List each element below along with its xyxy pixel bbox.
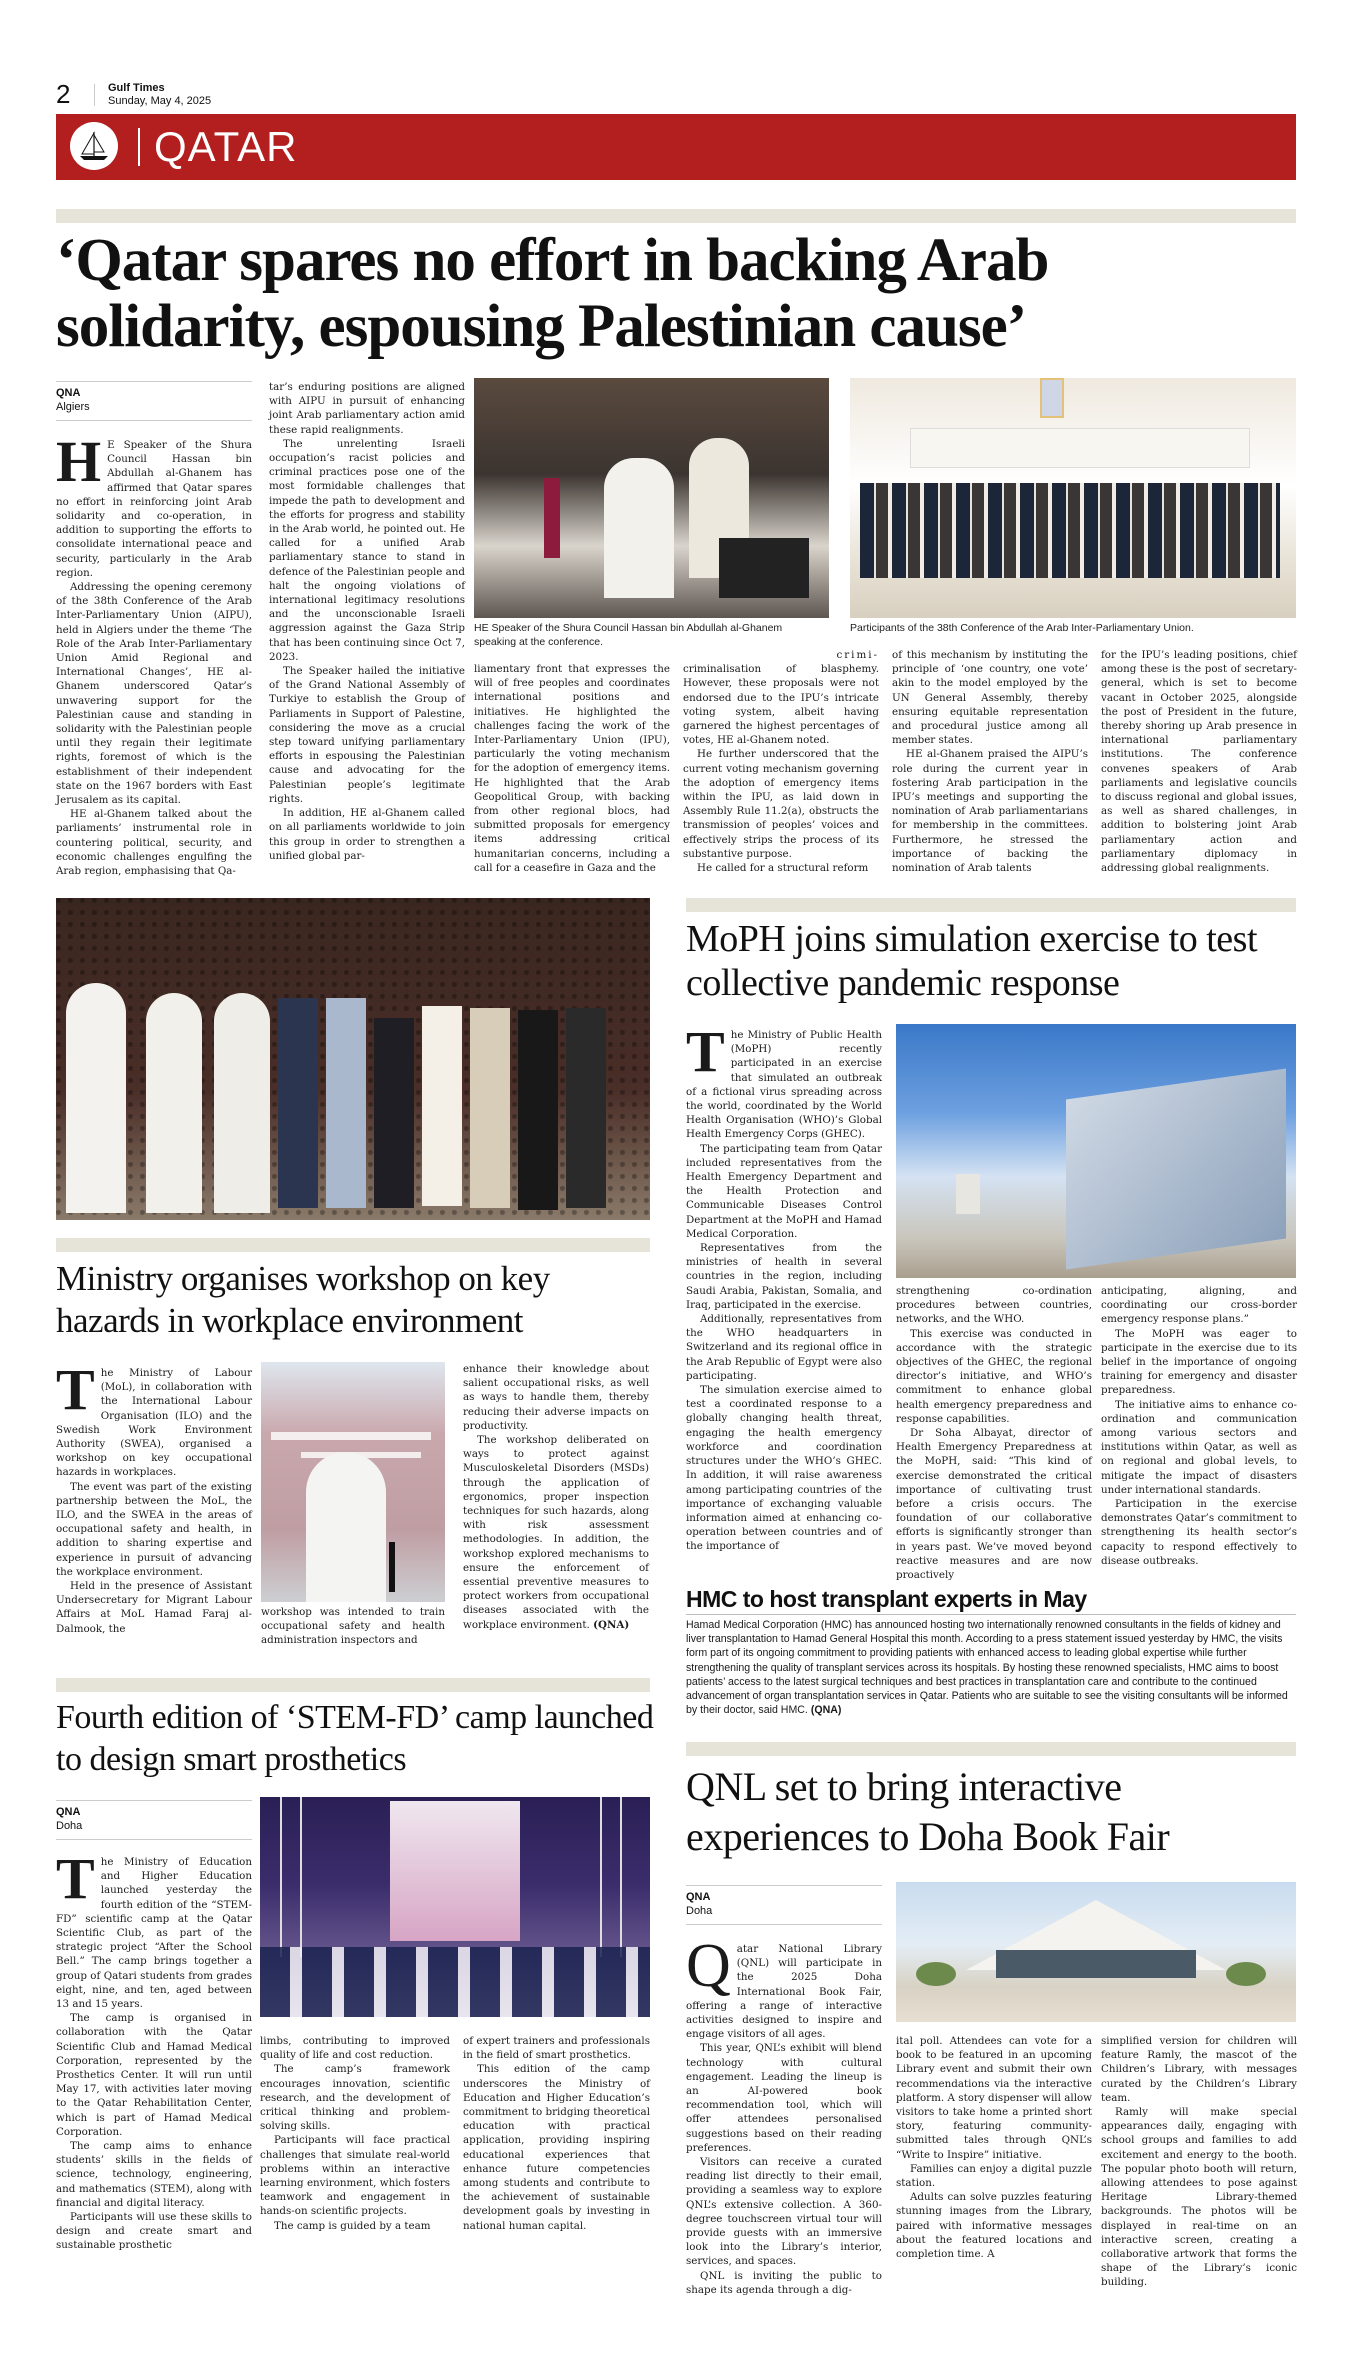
header-divider — [94, 84, 95, 106]
page-header — [56, 80, 1296, 110]
qnl-column-3: simplified version for children will feature Ramly, the mascot of the Children’s Library, with messages curated by the Children’s Library team. Ramly will make special appearances daily, engaging with school groups and families to add excitement and energy to the booth. The popular photo booth will return, allowing attendees to pose against Heritage Library-themed backgrounds. The photos will be displayed in real-time on an interactive screen, creating a collaborative artwork that forms the shape of the Library’s iconic building. — [1101, 2035, 1297, 2289]
section-rule — [56, 1678, 650, 1692]
qnl-building-photo — [896, 1882, 1296, 2022]
moph-headline: MoPH joins simulation exercise to test collective pandemic response — [686, 918, 1258, 1004]
section-rule — [56, 209, 1296, 223]
hmc-rule — [686, 1614, 1296, 1615]
qnl-column-1: Qatar National Library (QNL) will participate in the 2025 Doha International Book Fair, offering a range of interactive activities designed to inspire and engage visitors of all ages. This year, QNL’s exhibit will blend technology with cultural engagement. Leading the lineup is an AI-powered book recommendation tool, which will offer attendees personalised suggestions based on their reading preferences. Visitors can receive a curated reading list directly to their email, providing a seamless way to explore QNL’s extensive collection. A 360-degree touchscreen virtual tour will provide guests with an immersive look into the Library’s interior, services, and spaces. QNL is inviting the public to shape its agenda through a dig- — [686, 1932, 882, 2296]
mol-column-1: The Ministry of Labour (MoL), in collaboration with the International Labour Organisation (ILO) and the Swedish Work Environment Authority (SWEA), organised a workshop on key occupational hazards in workplaces. The event was part of the existing partnership between the MoL, the ILO, and the SWEA in the areas of occupational safety and health, in addition to sharing expertise and experience in pursuit of advancing the workplace environment. Held in the presence of Assistant Undersecretary for Migrant Labour Affairs at MoL Hamad Faraj al-Dalmook, the — [56, 1357, 252, 1635]
lead-column-2: tar’s enduring positions are aligned with AIPU in pursuit of enhancing joint Arab parliamentary action amid these rapid realignments. The unrelenting Israeli occupation’s racist policies and criminal practices pose one of the most formidable challenges that impede the path to development and the efforts for progress and stability in the Arab world, he pointed out. He called for a unified Arab parliamentary stance to stand in defence of the Palestinian people and halt the ongoing violations of international legitimacy resolutions and the unconscionable Israeli aggression against the Gaza Strip that has been continuing since Oct 7, 2023. The Speaker hailed the initiative of the Grand National Assembly of Turkiye to establish the Group of Parliaments in Support of Palestine, considering the move as a crucial step toward unifying parliamentary efforts in espousing the Palestinian cause and advocating for the Palestinian people’s legitimate rights. In addition, HE al-Ghanem called on all parliaments worldwide to join this group in order to strengthen a unified global par- — [269, 381, 465, 862]
page-number: 2 — [56, 79, 71, 109]
byline-location: Doha — [56, 1820, 83, 1832]
speaker-photo-caption: HE Speaker of the Shura Council Hassan bin Abdullah al-Ghanem speaking at the conference. — [474, 622, 783, 648]
byline-agency: QNA — [686, 1891, 711, 1903]
lead-column-6: for the IPU’s leading positions, chief among these is the post of secretary-general, which is set to become vacant in October 2025, alongside the post of President in the future, thereby shoring up Arab presence in international parliamentary institutions. The conference convenes speakers of Arab parliaments and legislative councils to discuss regional and global issues, as well as shared challenges, in addition to bolstering joint Arab parliamentary action and parliamentary diplomacy in addressing global realignments. — [1101, 649, 1297, 875]
moph-building-photo — [896, 1024, 1296, 1278]
stem-camp-photo — [260, 1797, 650, 2017]
publication-date: Sunday, May 4, 2025 — [108, 95, 212, 107]
workshop-speaker-photo — [261, 1362, 445, 1602]
stem-column-2: limbs, contributing to improved quality of life and cost reduction. The camp’s framework encourages innovation, scientific research, and the development of critical thinking and problem-solving skills. Participants will face practical challenges that simulate real-world problems within an interactive learning environment, which fosters teamwork and engagement in hands-on scientific projects. The camp is guided by a team — [260, 2035, 450, 2232]
moph-column-3: anticipating, aligning, and coordinating our cross-border emergency response plans.” The MoPH was eager to participate in the exercise due to its belief in the importance of ongoing training for emergency and disaster preparedness. The initiative aims to enhance co-ordination and communication among various sectors and institutions within Qatar, as well as on regional and global levels, to mitigate the impact of disasters under international standards. Participation in the exercise demonstrates Qatar’s commitment to strengthening its health sector’s capacity to respond effectively to disease outbreaks. — [1101, 1285, 1297, 1567]
participants-photo-caption: Participants of the 38th Conference of the Arab Inter-Parliamentary Union. — [850, 622, 1194, 634]
lead-column-3: liamentary front that expresses the will of free peoples and coordinates international positions and initiatives. He highlighted the challenges facing the work of the Inter-Parliamentary Union (IPU), particularly the voting mechanism for the adoption of emergency items. He highlighted that the Arab Geopolitical Group, with backing from other regional blocs, had submitted proposals for emergency items addressing critical humanitarian concerns, including a call for a ceasefire in Gaza and the — [474, 663, 670, 874]
moph-column-2: strengthening co-ordination procedures between countries, networks, and the WHO. This exercise was conducted in accordance with the strategic objectives of the GHEC, the regional director’s initiative, and WHO’s commitment to enhance global health emergency preparedness and response capabilities. Dr Soha Albayat, director of Health Emergency Preparedness at the MoPH, said: “This kind of exercise demonstrated the critical importance of cultivating trust before a crisis occurs. The foundation of our collaborative efforts is significantly stronger than in years past. We’ve moved beyond reactive measures and are now proactively — [896, 1285, 1092, 1582]
hmc-body: Hamad Medical Corporation (HMC) has announced hosting two internationally renowned consultants in the fields of kidney and liver transplantation to Hamad General Hospital this month. According to a press statement issued yesterday by HMC, the visits form part of its ongoing commitment to providing patients with enhanced access to leading global expertise while further strengthening the quality of transplant services across its hospitals. By hosting these renowned specialists, HMC aims to boost patients’ access to the latest surgical techniques and best practices in transplantation care and contribute to the continued advancement of organ transplantation services in Qatar. Patients who are suitable to see the visiting consultants will be informed by their doctor, said HMC. (QNA) — [686, 1619, 1288, 1717]
section-banner — [56, 114, 1296, 180]
publication-name: Gulf Times — [108, 82, 165, 94]
dropcap: H — [56, 429, 102, 494]
byline-agency: QNA — [56, 1806, 81, 1818]
byline — [56, 1800, 252, 1840]
byline — [686, 1885, 882, 1925]
byline-location: Algiers — [56, 401, 90, 413]
qnl-headline: QNL set to bring interactive experiences to Doha Book Fair — [686, 1764, 1170, 1859]
mol-column-2: workshop was intended to train occupational safety and health administration inspectors and — [261, 1606, 445, 1647]
lead-column-4: crimi- criminalisation of blasphemy. However, these proposals were not endorsed due to the IPU’s intricate voting system, albeit having garnered the highest percentages of votes, HE al-Ghanem noted. He further underscored that the current voting mechanism governing the adoption of emergency items within the IPU, as laid down in Assembly Rule 11.2(a), obstructs the transmission of peoples’ voices and effectively strips the process of its substantive purpose. He called for a structural reform — [683, 649, 879, 875]
section-rule — [686, 898, 1296, 912]
byline-agency: QNA — [56, 387, 81, 399]
lead-column-5: of this mechanism by instituting the principle of ‘one country, one vote’ akin to the model employed by the UN General Assembly, thereby ensuring equitable representation and procedural justice among all member states. HE al-Ghanem praised the AIPU’s role during the current year in fostering Arab participation in the IPU’s meetings and supporting the nomination of Arab parliamentarians for membership in the committees. Furthermore, he stressed the importance of backing the nomination of Arab talents — [892, 649, 1088, 875]
stem-headline: Fourth edition of ‘STEM-FD’ camp launched to design smart prosthetics — [56, 1699, 654, 1778]
lead-headline: ‘Qatar spares no effort in backing Arab solidarity, espousing Palestinian cause’ — [56, 227, 1049, 360]
mol-credit: (QNA) — [593, 1618, 630, 1631]
dropcap: T — [56, 1357, 95, 1422]
dropcap: T — [686, 1019, 725, 1084]
dropcap: Q — [686, 1932, 731, 2000]
speaker-photo — [474, 378, 829, 618]
stem-column-1: The Ministry of Education and Higher Education launched yesterday the fourth edition of the “STEM-FD” scientific camp at the Qatar Scientific Club, as part of the strategic project “After the School Bell.” The camp brings together a group of Qatari students from grades eight, nine, and ten, aged between 13 and 15 years. The camp is organised in collaboration with the Qatar Scientific Club and Hamad Medical Corporation, represented by the Prosthetics Center. It will run until May 17, with activities later moving to the Qatar Rehabilitation Center, which is part of Hamad Medical Corporation. The camp aims to enhance students’ skills in the fields of science, technology, engineering, and mathematics (STEM), along with financial and digital literacy. Participants will use these skills to design and create smart and sustainable prosthetic — [56, 1846, 252, 2252]
qnl-column-2: ital poll. Attendees can vote for a book to be featured in an upcoming Library event and submit their own recommendations via the interactive platform. A story dispenser will allow visitors to take home a printed short story, featuring community-submitted tales through QNL’s “Write to Inspire” initiative. Families can enjoy a digital puzzle station. Adults can solve puzzles featuring stunning images from the Library, paired with informative messages about the featured locations and completion time. A — [896, 2035, 1092, 2261]
byline-location: Doha — [686, 1905, 713, 1917]
dhow-boat-icon — [70, 122, 118, 170]
moph-column-1: The Ministry of Public Health (MoPH) recently participated in an exercise that simulated an outbreak of a fictional virus spreading across the world, coordinated by the World Health Organisation (WHO)’s Global Health Emergency Corps (GHEC). The participating team from Qatar included representatives from the Health Emergency Department and the Health Protection and Communicable Diseases Control Department at the MoPH and Hamad Medical Corporation. Representatives from the ministries of health in several countries in the region, including Saudi Arabia, Pakistan, Somalia, and Iraq, participated in the exercise. Additionally, representatives from the WHO headquarters in Switzerland and its regional office in the Arab Republic of Egypt were also participating. The simulation exercise aimed to test a coordinated response to a globally changing health threat, engaging the health emergency workforce and coordination structures under the WHO’s GHEC. In addition, it will raise awareness among participating countries of the importance of exchanging valuable information aimed at enhancing co-operation between countries and of the importance of — [686, 1019, 882, 1553]
hmc-credit: (QNA) — [810, 1704, 842, 1717]
section-title: QATAR — [154, 123, 298, 170]
hmc-headline: HMC to host transplant experts in May — [686, 1586, 1087, 1612]
banner-divider — [138, 128, 140, 166]
section-rule — [56, 1238, 650, 1252]
section-rule — [686, 1742, 1296, 1756]
mol-headline: Ministry organises workshop on key hazards in workplace environment — [56, 1259, 550, 1340]
byline — [56, 381, 252, 421]
dropcap: T — [56, 1846, 95, 1911]
lead-column-1: H E Speaker of the Shura Council Hassan bin Abdullah al-Ghanem has affirmed that Qatar spares no effort in reinforcing joint Arab solidarity and co-operation, in addition to supporting the efforts to consolidate international peace and security, particularly in the Arab region. Addressing the opening ceremony of the 38th Conference of the Arab Inter-Parliamentary Union (AIPU), held in Algiers under the theme ‘The Role of the Arab Inter-Parliamentary Union Amid Regional and International Changes’, HE al-Ghanem underscored Qatar’s unwavering support for the Palestinian cause and standing in solidarity with the Palestinian people until they regain their legitimate rights, foremost of which is the establishment of their independent state on the 1967 borders with East Jerusalem as its capital. HE al-Ghanem talked about the parliaments’ instrumental role in countering political, security, and economic challenges engulfing the Arab region, emphasising that Qa- — [56, 429, 252, 878]
participants-photo — [850, 378, 1296, 618]
workshop-group-photo — [56, 898, 650, 1220]
stem-column-3: of expert trainers and professionals in the field of smart prosthetics. This edition of the camp underscores the Ministry of Education and Higher Education’s commitment to bridging theoretical education with practical application, providing inspiring educational experiences that enhance future competencies among students and contribute to the achievement of sustainable development goals by investing in national human capital. — [463, 2035, 650, 2232]
mol-column-3: enhance their knowledge about salient occupational risks, as well as ways to handle them, thereby reducing their adverse impacts on productivity. The workshop deliberated on ways to protect against Musculoskeletal Disorders (MSDs) through the application of ergonomics, proper inspection techniques for such hazards, along with risk assessment methodologies. In addition, the workshop explored mechanisms to ensure the enforcement of essential preventive measures to protect workers from occupational diseases associated with the workplace environment. (QNA) — [463, 1363, 649, 1631]
